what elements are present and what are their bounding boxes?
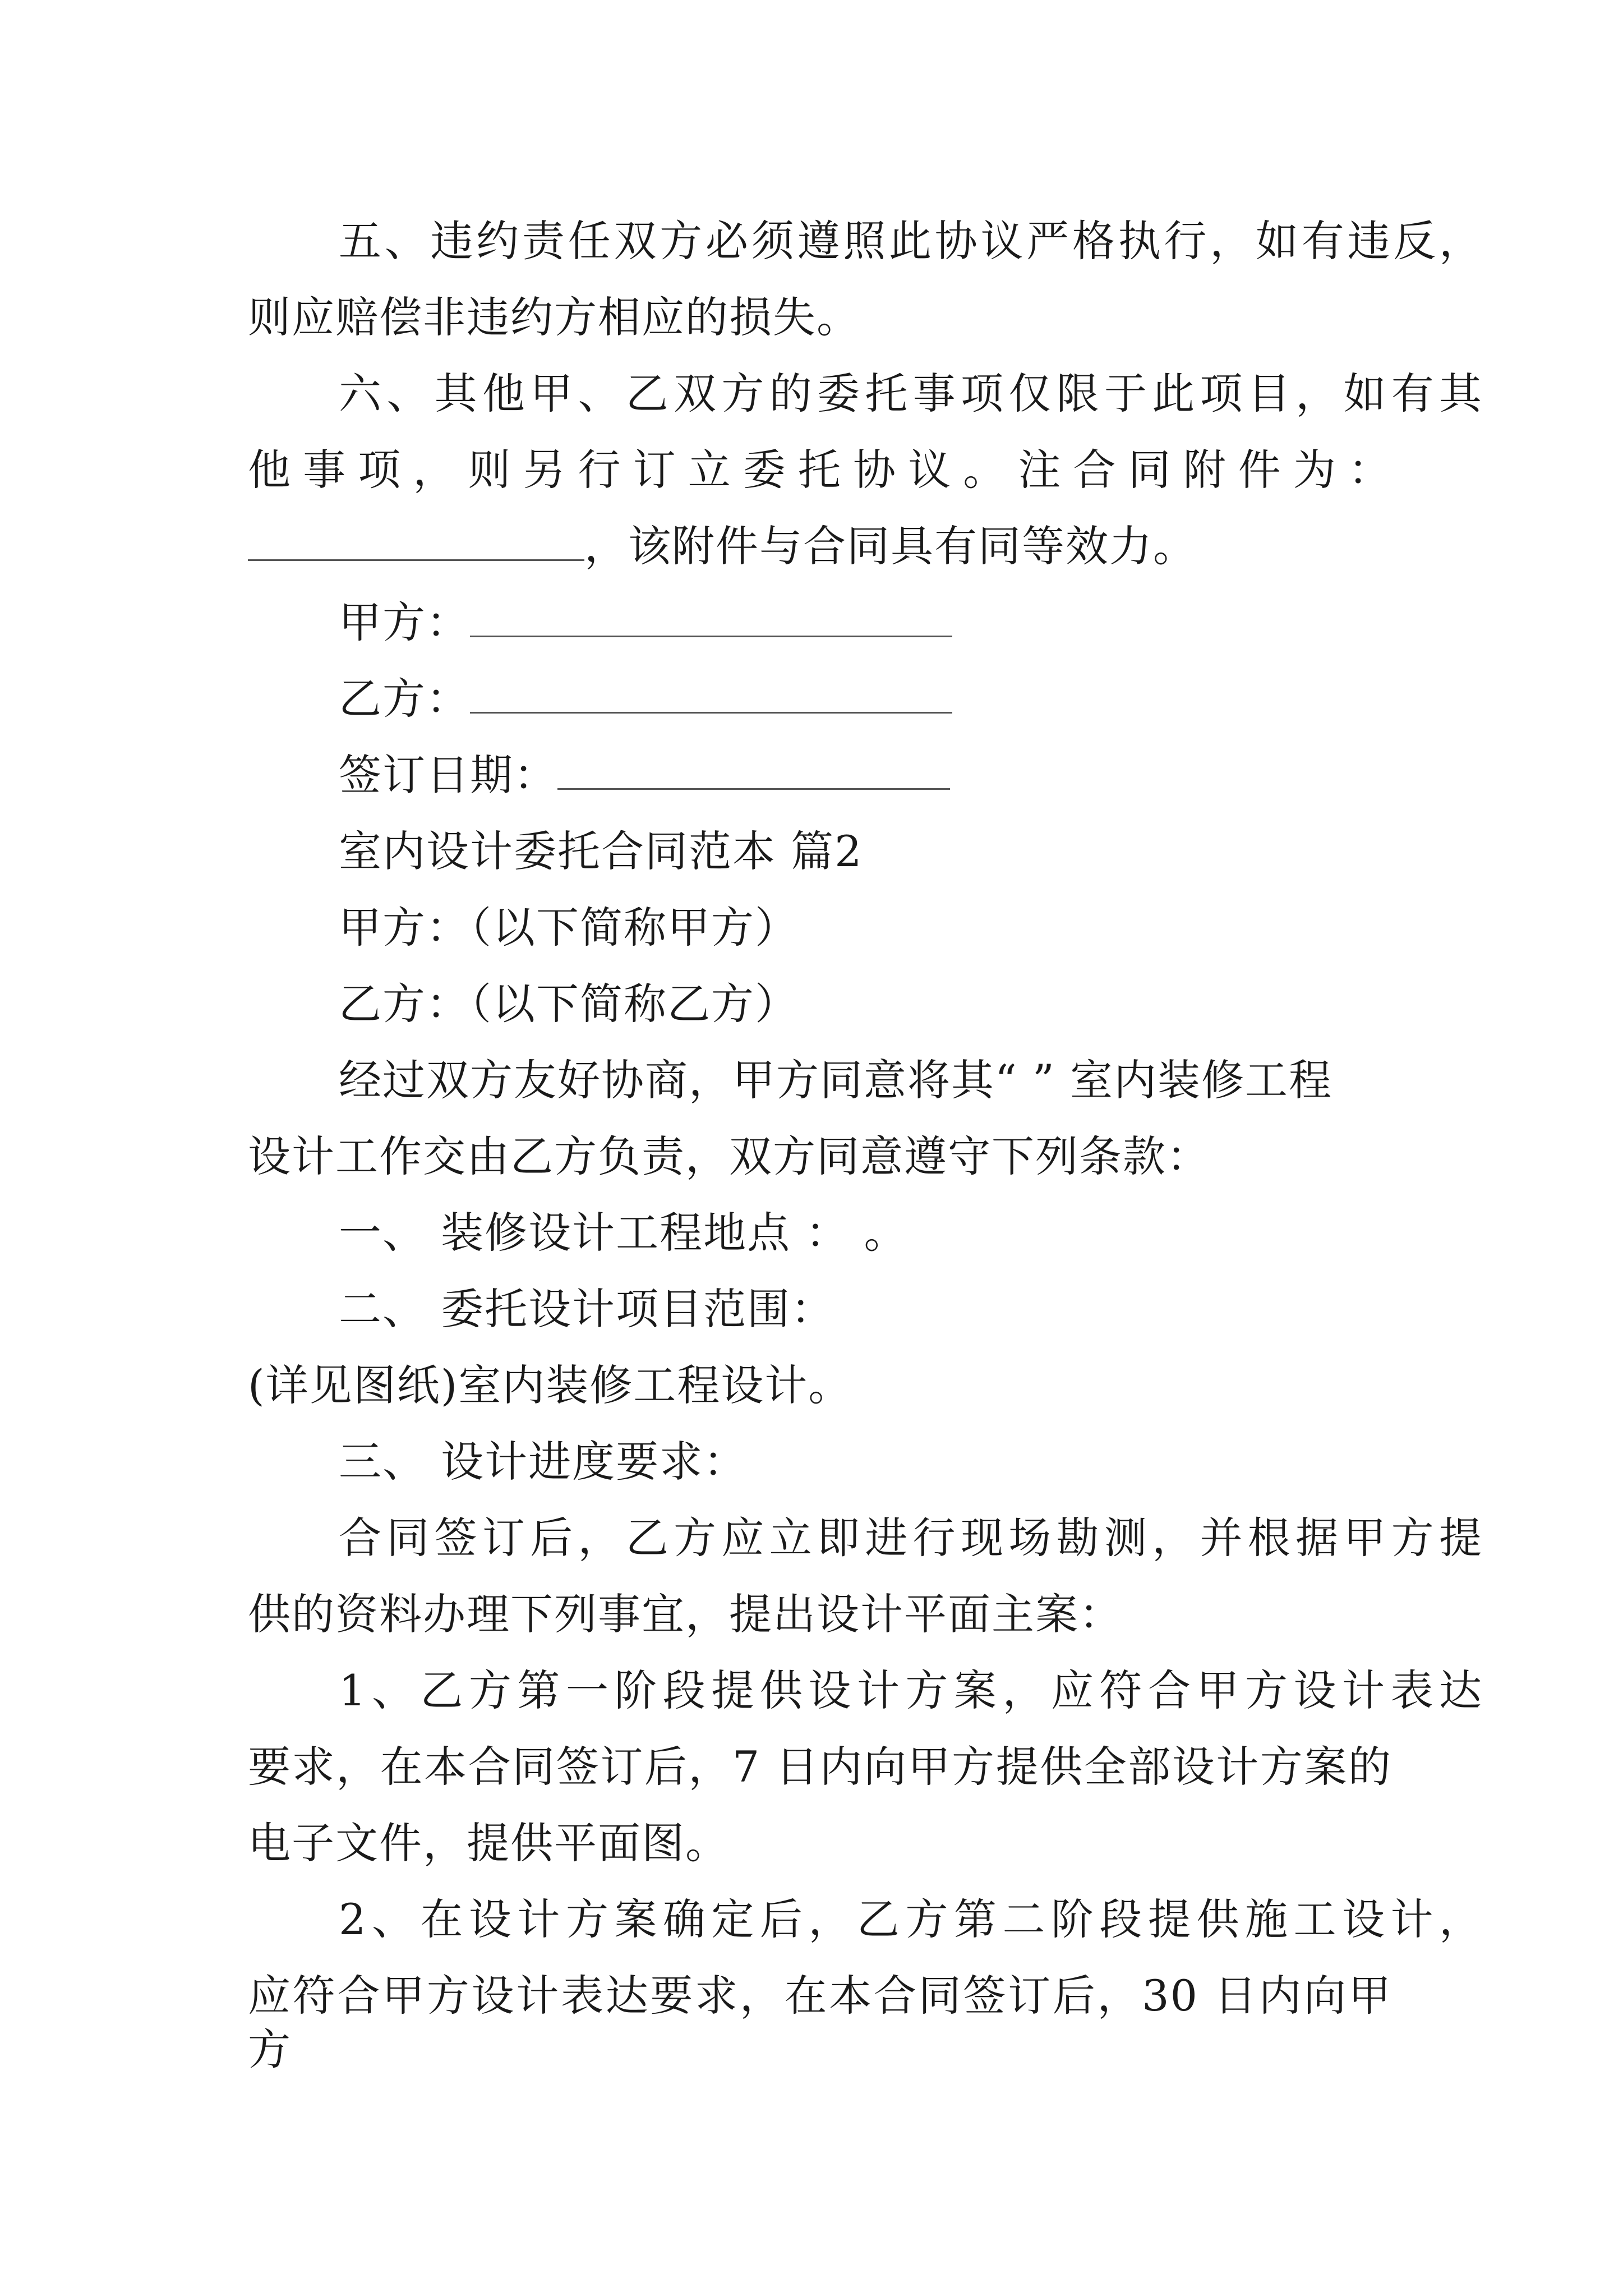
intro-line-2: 设计工作交由乙方负责，双方同意遵守下列条款： xyxy=(248,1131,1210,1181)
party-a-line: 甲方：（以下简称甲方） xyxy=(339,903,799,953)
signature-date xyxy=(339,748,1483,802)
party-b-line: 乙方：（以下简称乙方） xyxy=(339,979,799,1029)
clause-1-line: 一、 装修设计工程地点 ： 。 xyxy=(339,1208,908,1258)
item-1-line-2: 要求，在本合同签订后，7 日内向甲方提供全部设计方案的 xyxy=(248,1742,1392,1792)
signature-date-label: 签订日期： xyxy=(339,750,557,800)
clause-6-line-1: 六、其他甲、乙双方的委托事项仅限于此项目，如有其 xyxy=(339,369,1483,418)
item-1-line-1: 1、乙方第一阶段提供设计方案，应符合甲方设计表达 xyxy=(339,1665,1483,1715)
signature-party-a-blank xyxy=(470,596,952,637)
clause-2-line: 二、 委托设计项目范围： xyxy=(339,1284,835,1334)
clause-6-line-2: 他事项，则另行订立委托协议。注合同附件为： xyxy=(248,445,1392,495)
signature-party-b-blank xyxy=(470,673,952,714)
progress-line-1: 合同签订后，乙方应立即进行现场勘测，并根据甲方提 xyxy=(339,1513,1483,1563)
signature-party-b xyxy=(339,672,1483,726)
progress-line-2: 供的资料办理下列事宜，提出设计平面主案： xyxy=(248,1589,1123,1639)
clause-3-line: 三、 设计进度要求： xyxy=(339,1437,748,1487)
item-2-line-2: 应符合甲方设计表达要求，在本合同签订后，30 日内向甲方 xyxy=(248,1971,1392,2074)
attachment-blank xyxy=(248,520,584,561)
clause-5-line-1: 五、违约责任双方必须遵照此协议严格执行，如有违反， xyxy=(339,216,1483,266)
signature-date-blank xyxy=(557,749,950,790)
intro-line-1: 经过双方友好协商，甲方同意将其“ ” 室内装修工程 xyxy=(339,1055,1333,1105)
clause-6-line-3 xyxy=(248,519,1392,573)
signature-party-b-label: 乙方： xyxy=(339,674,470,724)
signature-party-a-label: 甲方： xyxy=(339,597,470,647)
section-title: 室内设计委托合同范本 篇2 xyxy=(339,826,863,876)
item-1-line-3: 电子文件，提供平面图。 xyxy=(248,1818,729,1868)
clause-5-line-2: 则应赔偿非违约方相应的损失。 xyxy=(248,292,860,342)
signature-party-a xyxy=(339,596,1483,650)
clause-2-detail: (详见图纸)室内装修工程设计。 xyxy=(248,1360,852,1410)
attachment-note: ，该附件与合同具有同等效力。 xyxy=(584,521,1197,571)
item-2-line-1: 2、在设计方案确定后，乙方第二阶段提供施工设计， xyxy=(339,1894,1483,1944)
